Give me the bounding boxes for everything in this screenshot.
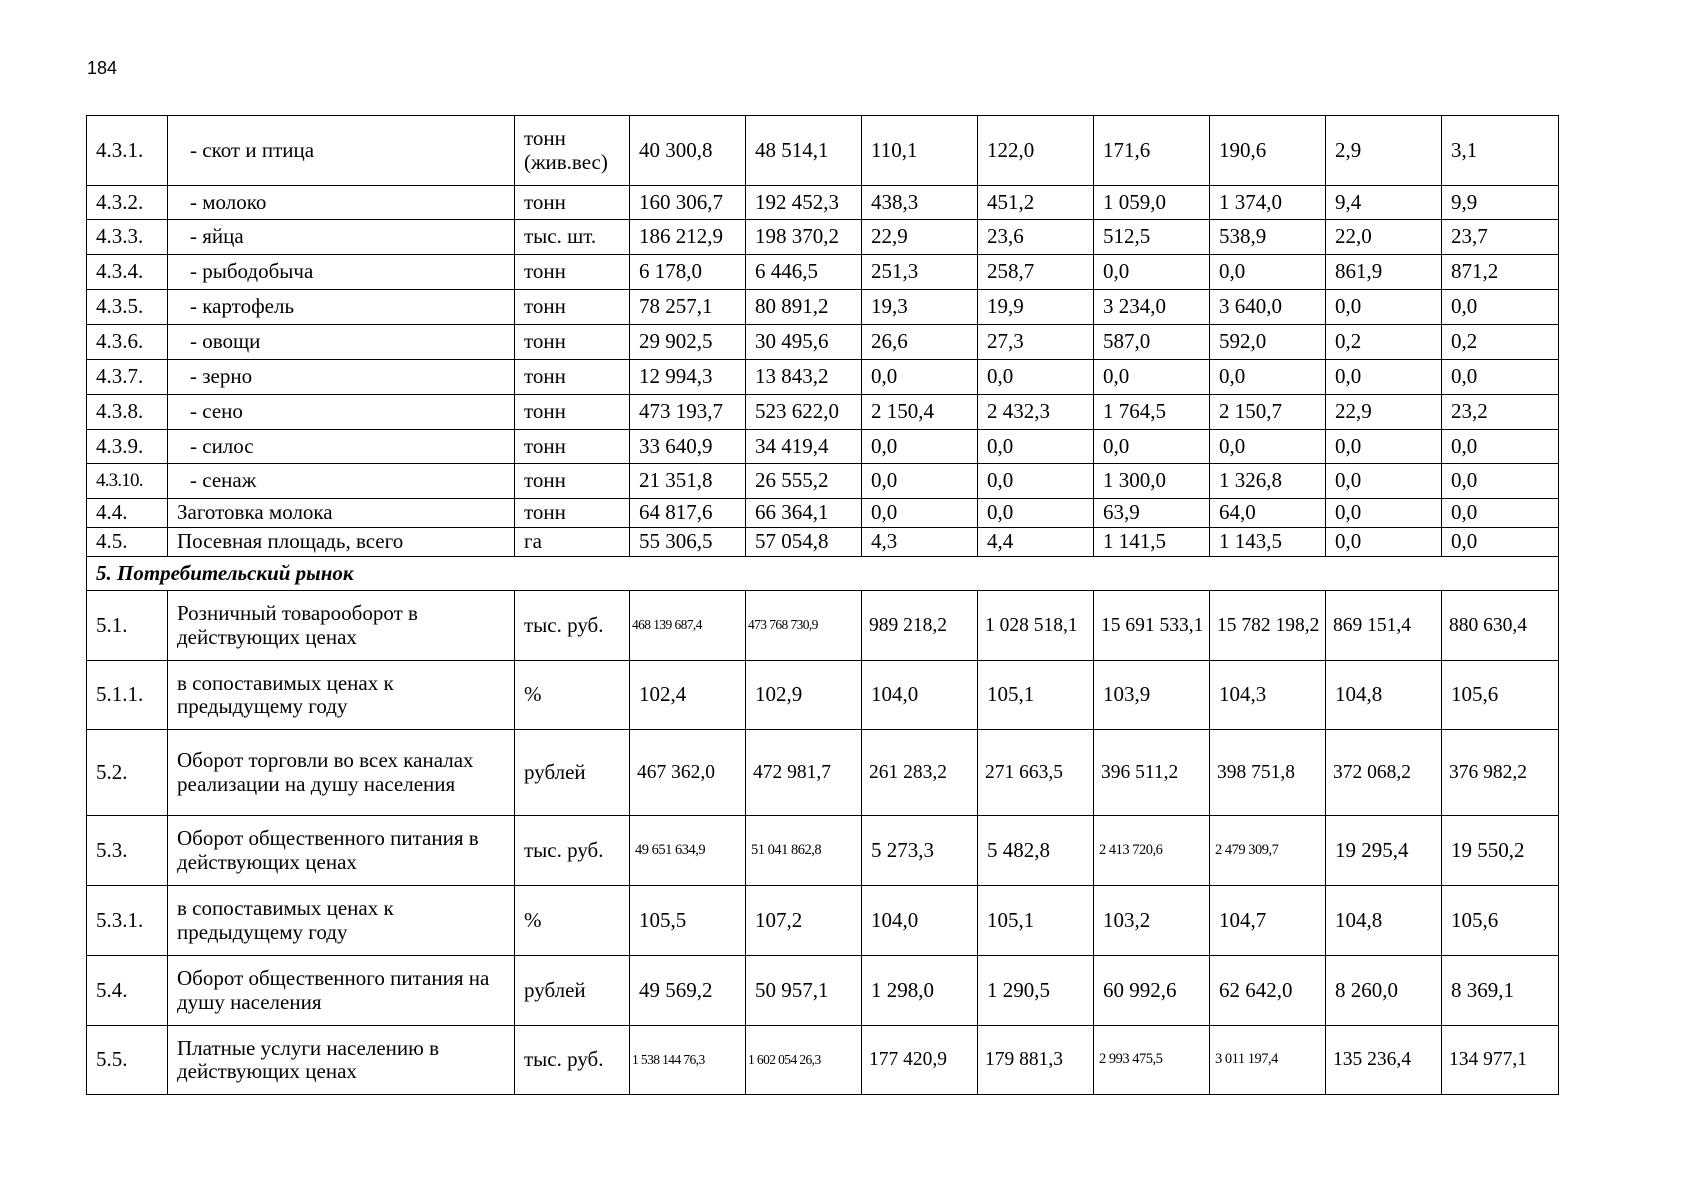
value-cell: 9,9 bbox=[1442, 186, 1559, 220]
indicator-name: Оборот общественного питания на душу населения bbox=[168, 956, 515, 1026]
indicator-name: - молоко bbox=[168, 186, 515, 220]
table-row bbox=[87, 528, 1559, 557]
indicator-name: - рыбодобыча bbox=[168, 255, 515, 290]
value-cell: 538,9 bbox=[1210, 220, 1326, 255]
value-cell: 467 362,0 bbox=[630, 730, 746, 816]
value-cell: 0,0 bbox=[862, 464, 978, 499]
value-cell: 0,0 bbox=[1094, 430, 1210, 464]
value-cell: 0,0 bbox=[978, 464, 1094, 499]
indicator-name: Оборот торговли во всех каналах реализации на душу населения bbox=[168, 730, 515, 816]
value-cell: 198 370,2 bbox=[746, 220, 862, 255]
value-cell: 261 283,2 bbox=[862, 730, 978, 816]
value-cell: 2 479 309,7 bbox=[1210, 816, 1326, 886]
table-row bbox=[87, 116, 1559, 186]
value-cell: 179 881,3 bbox=[978, 1026, 1094, 1095]
indicator-name: Оборот общественного питания в действующих ценах bbox=[168, 816, 515, 886]
value-cell: 57 054,8 bbox=[746, 528, 862, 557]
value-cell: 0,0 bbox=[978, 360, 1094, 395]
unit: тыс. руб. bbox=[515, 591, 630, 661]
value-cell: 104,0 bbox=[862, 661, 978, 730]
table-row bbox=[87, 816, 1559, 886]
value-cell: 2 150,7 bbox=[1210, 395, 1326, 430]
value-cell: 587,0 bbox=[1094, 325, 1210, 360]
value-cell: 438,3 bbox=[862, 186, 978, 220]
value-cell: 64,0 bbox=[1210, 499, 1326, 528]
value-cell: 21 351,8 bbox=[630, 464, 746, 499]
value-cell: 104,7 bbox=[1210, 886, 1326, 956]
value-cell: 0,0 bbox=[1094, 255, 1210, 290]
unit: тонн (жив.вес) bbox=[515, 116, 630, 186]
unit: рублей bbox=[515, 956, 630, 1026]
value-cell: 251,3 bbox=[862, 255, 978, 290]
table-row bbox=[87, 886, 1559, 956]
unit: тонн bbox=[515, 186, 630, 220]
table-row bbox=[87, 730, 1559, 816]
value-cell: 451,2 bbox=[978, 186, 1094, 220]
value-cell: 122,0 bbox=[978, 116, 1094, 186]
value-cell: 104,0 bbox=[862, 886, 978, 956]
section-title: 5. Потребительский рынок bbox=[87, 557, 1559, 591]
value-cell: 49 651 634,9 bbox=[630, 816, 746, 886]
value-cell: 1 290,5 bbox=[978, 956, 1094, 1026]
value-cell: 160 306,7 bbox=[630, 186, 746, 220]
value-cell: 29 902,5 bbox=[630, 325, 746, 360]
table-row bbox=[87, 186, 1559, 220]
value-cell: 19,9 bbox=[978, 290, 1094, 325]
indicator-name: - овощи bbox=[168, 325, 515, 360]
value-cell: 861,9 bbox=[1326, 255, 1442, 290]
table-row bbox=[87, 290, 1559, 325]
value-cell: 2,9 bbox=[1326, 116, 1442, 186]
value-cell: 66 364,1 bbox=[746, 499, 862, 528]
value-cell: 22,9 bbox=[862, 220, 978, 255]
value-cell: 0,0 bbox=[1326, 430, 1442, 464]
table-row bbox=[87, 1026, 1559, 1095]
value-cell: 23,7 bbox=[1442, 220, 1559, 255]
indicator-name: - сено bbox=[168, 395, 515, 430]
value-cell: 102,4 bbox=[630, 661, 746, 730]
row-number: 4.3.1. bbox=[87, 116, 168, 186]
value-cell: 376 982,2 bbox=[1442, 730, 1559, 816]
value-cell: 3 640,0 bbox=[1210, 290, 1326, 325]
value-cell: 398 751,8 bbox=[1210, 730, 1326, 816]
value-cell: 50 957,1 bbox=[746, 956, 862, 1026]
value-cell: 102,9 bbox=[746, 661, 862, 730]
indicator-name: Заготовка молока bbox=[168, 499, 515, 528]
value-cell: 4,4 bbox=[978, 528, 1094, 557]
value-cell: 0,0 bbox=[1442, 290, 1559, 325]
value-cell: 1 764,5 bbox=[1094, 395, 1210, 430]
value-cell: 1 326,8 bbox=[1210, 464, 1326, 499]
value-cell: 1 143,5 bbox=[1210, 528, 1326, 557]
table-row bbox=[87, 220, 1559, 255]
value-cell: 186 212,9 bbox=[630, 220, 746, 255]
unit: % bbox=[515, 886, 630, 956]
indicator-name: - сенаж bbox=[168, 464, 515, 499]
value-cell: 3,1 bbox=[1442, 116, 1559, 186]
value-cell: 1 059,0 bbox=[1094, 186, 1210, 220]
value-cell: 473 768 730,9 bbox=[746, 591, 862, 661]
value-cell: 372 068,2 bbox=[1326, 730, 1442, 816]
value-cell: 105,6 bbox=[1442, 886, 1559, 956]
unit: тыс. руб. bbox=[515, 816, 630, 886]
value-cell: 1 298,0 bbox=[862, 956, 978, 1026]
indicator-name: - яйца bbox=[168, 220, 515, 255]
value-cell: 271 663,5 bbox=[978, 730, 1094, 816]
value-cell: 396 511,2 bbox=[1094, 730, 1210, 816]
value-cell: 0,0 bbox=[1326, 464, 1442, 499]
value-cell: 1 602 054 26,3 bbox=[746, 1026, 862, 1095]
value-cell: 472 981,7 bbox=[746, 730, 862, 816]
value-cell: 13 843,2 bbox=[746, 360, 862, 395]
page-number: 184 bbox=[87, 58, 118, 78]
value-cell: 62 642,0 bbox=[1210, 956, 1326, 1026]
table-row bbox=[87, 325, 1559, 360]
value-cell: 103,2 bbox=[1094, 886, 1210, 956]
table-row bbox=[87, 360, 1559, 395]
value-cell: 12 994,3 bbox=[630, 360, 746, 395]
value-cell: 55 306,5 bbox=[630, 528, 746, 557]
value-cell: 0,0 bbox=[862, 499, 978, 528]
value-cell: 6 446,5 bbox=[746, 255, 862, 290]
indicator-name: - картофель bbox=[168, 290, 515, 325]
value-cell: 34 419,4 bbox=[746, 430, 862, 464]
row-number: 5.1. bbox=[87, 591, 168, 661]
value-cell: 0,0 bbox=[1326, 360, 1442, 395]
value-cell: 0,0 bbox=[1442, 360, 1559, 395]
row-number: 5.3.1. bbox=[87, 886, 168, 956]
value-cell: 104,8 bbox=[1326, 661, 1442, 730]
value-cell: 258,7 bbox=[978, 255, 1094, 290]
value-cell: 33 640,9 bbox=[630, 430, 746, 464]
value-cell: 135 236,4 bbox=[1326, 1026, 1442, 1095]
indicator-name: в сопоставимых ценах к предыдущему году bbox=[168, 886, 515, 956]
row-number: 4.3.6. bbox=[87, 325, 168, 360]
indicator-name: Платные услуги населению в действующих ценах bbox=[168, 1026, 515, 1095]
value-cell: 40 300,8 bbox=[630, 116, 746, 186]
value-cell: 0,0 bbox=[1094, 360, 1210, 395]
value-cell: 104,8 bbox=[1326, 886, 1442, 956]
value-cell: 989 218,2 bbox=[862, 591, 978, 661]
table-row bbox=[87, 395, 1559, 430]
indicator-name: Посевная площадь, всего bbox=[168, 528, 515, 557]
value-cell: 871,2 bbox=[1442, 255, 1559, 290]
value-cell: 2 432,3 bbox=[978, 395, 1094, 430]
value-cell: 512,5 bbox=[1094, 220, 1210, 255]
unit: рублей bbox=[515, 730, 630, 816]
value-cell: 0,0 bbox=[1442, 528, 1559, 557]
row-number: 4.3.2. bbox=[87, 186, 168, 220]
unit: тыс. руб. bbox=[515, 1026, 630, 1095]
value-cell: 19 295,4 bbox=[1326, 816, 1442, 886]
value-cell: 0,0 bbox=[1210, 430, 1326, 464]
value-cell: 23,6 bbox=[978, 220, 1094, 255]
indicator-name: - скот и птица bbox=[168, 116, 515, 186]
row-number: 4.3.3. bbox=[87, 220, 168, 255]
unit: тонн bbox=[515, 325, 630, 360]
value-cell: 105,6 bbox=[1442, 661, 1559, 730]
row-number: 4.3.9. bbox=[87, 430, 168, 464]
value-cell: 0,0 bbox=[1326, 499, 1442, 528]
unit: тыс. шт. bbox=[515, 220, 630, 255]
value-cell: 1 300,0 bbox=[1094, 464, 1210, 499]
value-cell: 103,9 bbox=[1094, 661, 1210, 730]
row-number: 5.5. bbox=[87, 1026, 168, 1095]
value-cell: 177 420,9 bbox=[862, 1026, 978, 1095]
row-number: 4.4. bbox=[87, 499, 168, 528]
value-cell: 0,0 bbox=[1326, 528, 1442, 557]
table-row bbox=[87, 591, 1559, 661]
value-cell: 134 977,1 bbox=[1442, 1026, 1559, 1095]
unit: тонн bbox=[515, 395, 630, 430]
row-number: 4.5. bbox=[87, 528, 168, 557]
value-cell: 15 782 198,2 bbox=[1210, 591, 1326, 661]
value-cell: 523 622,0 bbox=[746, 395, 862, 430]
value-cell: 192 452,3 bbox=[746, 186, 862, 220]
value-cell: 8 369,1 bbox=[1442, 956, 1559, 1026]
value-cell: 26 555,2 bbox=[746, 464, 862, 499]
unit: тонн bbox=[515, 430, 630, 464]
value-cell: 0,2 bbox=[1326, 325, 1442, 360]
unit: тонн bbox=[515, 290, 630, 325]
value-cell: 2 993 475,5 bbox=[1094, 1026, 1210, 1095]
value-cell: 190,6 bbox=[1210, 116, 1326, 186]
value-cell: 30 495,6 bbox=[746, 325, 862, 360]
value-cell: 63,9 bbox=[1094, 499, 1210, 528]
value-cell: 107,2 bbox=[746, 886, 862, 956]
value-cell: 27,3 bbox=[978, 325, 1094, 360]
value-cell: 171,6 bbox=[1094, 116, 1210, 186]
value-cell: 3 234,0 bbox=[1094, 290, 1210, 325]
value-cell: 105,1 bbox=[978, 661, 1094, 730]
value-cell: 3 011 197,4 bbox=[1210, 1026, 1326, 1095]
value-cell: 9,4 bbox=[1326, 186, 1442, 220]
value-cell: 8 260,0 bbox=[1326, 956, 1442, 1026]
row-number: 5.1.1. bbox=[87, 661, 168, 730]
value-cell: 15 691 533,1 bbox=[1094, 591, 1210, 661]
row-number: 4.3.8. bbox=[87, 395, 168, 430]
row-number: 4.3.5. bbox=[87, 290, 168, 325]
unit: тонн bbox=[515, 360, 630, 395]
indicator-name: - силос bbox=[168, 430, 515, 464]
section-row bbox=[87, 557, 1559, 591]
value-cell: 0,0 bbox=[1442, 430, 1559, 464]
row-number: 5.3. bbox=[87, 816, 168, 886]
value-cell: 49 569,2 bbox=[630, 956, 746, 1026]
value-cell: 1 538 144 76,3 bbox=[630, 1026, 746, 1095]
indicator-name: Розничный товарооборот в действующих ценах bbox=[168, 591, 515, 661]
value-cell: 1 374,0 bbox=[1210, 186, 1326, 220]
value-cell: 23,2 bbox=[1442, 395, 1559, 430]
indicator-name: в сопоставимых ценах к предыдущему году bbox=[168, 661, 515, 730]
unit: га bbox=[515, 528, 630, 557]
value-cell: 0,0 bbox=[1210, 360, 1326, 395]
value-cell: 0,0 bbox=[862, 430, 978, 464]
value-cell: 6 178,0 bbox=[630, 255, 746, 290]
value-cell: 0,0 bbox=[1326, 290, 1442, 325]
unit: % bbox=[515, 661, 630, 730]
row-number: 4.3.4. bbox=[87, 255, 168, 290]
value-cell: 0,0 bbox=[978, 430, 1094, 464]
unit: тонн bbox=[515, 499, 630, 528]
table-row bbox=[87, 956, 1559, 1026]
value-cell: 0,0 bbox=[1210, 255, 1326, 290]
row-number: 5.4. bbox=[87, 956, 168, 1026]
row-number: 5.2. bbox=[87, 730, 168, 816]
value-cell: 60 992,6 bbox=[1094, 956, 1210, 1026]
value-cell: 2 413 720,6 bbox=[1094, 816, 1210, 886]
value-cell: 5 482,8 bbox=[978, 816, 1094, 886]
table-row bbox=[87, 464, 1559, 499]
value-cell: 22,0 bbox=[1326, 220, 1442, 255]
value-cell: 0,2 bbox=[1442, 325, 1559, 360]
value-cell: 26,6 bbox=[862, 325, 978, 360]
unit: тонн bbox=[515, 255, 630, 290]
value-cell: 0,0 bbox=[1442, 464, 1559, 499]
value-cell: 80 891,2 bbox=[746, 290, 862, 325]
value-cell: 22,9 bbox=[1326, 395, 1442, 430]
value-cell: 1 141,5 bbox=[1094, 528, 1210, 557]
value-cell: 104,3 bbox=[1210, 661, 1326, 730]
indicator-name: - зерно bbox=[168, 360, 515, 395]
statistics-table bbox=[86, 115, 1559, 1095]
value-cell: 1 028 518,1 bbox=[978, 591, 1094, 661]
table-row bbox=[87, 430, 1559, 464]
value-cell: 0,0 bbox=[1442, 499, 1559, 528]
value-cell: 473 193,7 bbox=[630, 395, 746, 430]
value-cell: 105,1 bbox=[978, 886, 1094, 956]
table-row bbox=[87, 499, 1559, 528]
value-cell: 110,1 bbox=[862, 116, 978, 186]
value-cell: 64 817,6 bbox=[630, 499, 746, 528]
value-cell: 468 139 687,4 bbox=[630, 591, 746, 661]
value-cell: 880 630,4 bbox=[1442, 591, 1559, 661]
value-cell: 19,3 bbox=[862, 290, 978, 325]
table-row bbox=[87, 661, 1559, 730]
value-cell: 4,3 bbox=[862, 528, 978, 557]
value-cell: 592,0 bbox=[1210, 325, 1326, 360]
value-cell: 48 514,1 bbox=[746, 116, 862, 186]
unit: тонн bbox=[515, 464, 630, 499]
row-number: 4.3.7. bbox=[87, 360, 168, 395]
value-cell: 869 151,4 bbox=[1326, 591, 1442, 661]
value-cell: 51 041 862,8 bbox=[746, 816, 862, 886]
value-cell: 2 150,4 bbox=[862, 395, 978, 430]
value-cell: 78 257,1 bbox=[630, 290, 746, 325]
table-row bbox=[87, 255, 1559, 290]
value-cell: 105,5 bbox=[630, 886, 746, 956]
value-cell: 0,0 bbox=[862, 360, 978, 395]
value-cell: 19 550,2 bbox=[1442, 816, 1559, 886]
value-cell: 5 273,3 bbox=[862, 816, 978, 886]
row-number: 4.3.10. bbox=[87, 464, 168, 499]
value-cell: 0,0 bbox=[978, 499, 1094, 528]
